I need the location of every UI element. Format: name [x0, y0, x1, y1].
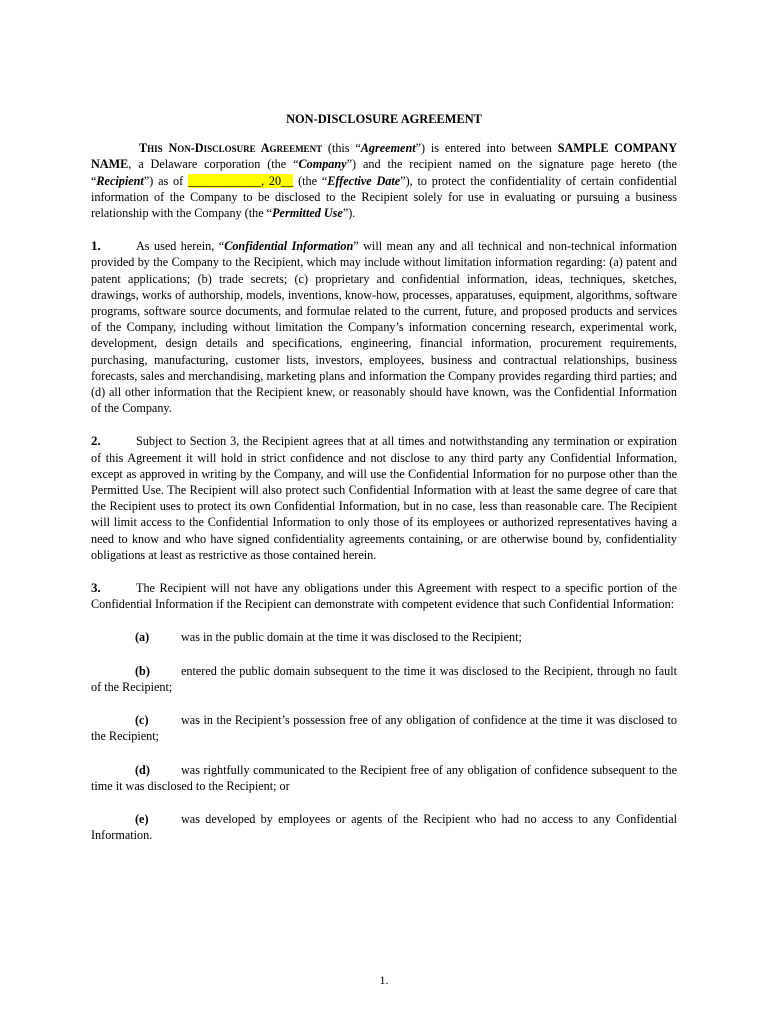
exception-item: (a) was in the public domain at the time it was disclosed to the Recipient;: [135, 630, 522, 645]
defined-term-company: Company: [298, 157, 347, 172]
page-number: 1.: [379, 973, 389, 987]
defined-term-agreement: Agreement: [360, 141, 416, 156]
section-number: 2.: [91, 433, 101, 449]
section-number: 3.: [91, 580, 101, 596]
defined-term-permitted-use: Permitted Use: [272, 206, 343, 221]
defined-term-effective-date: Effective Date: [327, 173, 401, 188]
company-name: SAMPLE COMPANY NAME: [91, 141, 678, 172]
exception-item: (c) was in the Recipient’s possession free of any obligation of confidence at the time it was disclosed to the Recipient;: [91, 713, 677, 744]
agreement-name: This Non-Disclosure Agreement: [139, 141, 323, 156]
section-3: 3. The Recipient will not have any obligations under this Agreement with respect to a specific portion of the Confidential Information if the Recipient can demonstrate with competent evidence that such Confidential Information:: [91, 580, 677, 612]
intro-paragraph: This Non-Disclosure Agreement (this “Agreement”) is entered into between SAMPLE COMPANY NAME, a Delaware corporation (the “Company”) and the recipient named on the signature page hereto (the “Recipient”) as of ____________, 20__ (the “Effective Date”), to protect the confidentiality of certain confidential information of the Company to be disclosed to the Recipient solely for use in evaluating or pursuing a business relationship with the Company (the “Permitted Use”).: [91, 141, 678, 221]
item-label: (c): [135, 713, 149, 728]
document-title: NON-DISCLOSURE AGREEMENT: [286, 112, 482, 126]
section-1: 1. As used herein, “Confidential Information” will mean any and all technical and non-technical information provided by the Company to the Recipient, which may include without limitation information regarding: (a) patent and patent applications; (b) trade secrets; (c) proprietary and confidential information, ideas, techniques, sketches, drawings, works of authorship, models, inventions, know-how, processes, apparatuses, equipment, algorithms, software programs, software source documents, and formulae related to the current, future, and proposed products and services of the Company, including without limitation the Company’s information concerning research, experimental work, development, design details and specifications, engineering, financial information, procurement requirements, purchasing, manufacturing, customer lists, investors, employees, business and contractual relationships, business forecasts, sales and merchandising, marketing plans and information the Company provides regarding third parties; and (d) all other information that the Recipient knew, or reasonably should have known, was the Confidential Information of the Company.: [91, 238, 677, 416]
document-page: [91, 111, 677, 860]
item-label: (e): [135, 811, 149, 826]
exception-item: (e) was developed by employees or agents of the Recipient who had no access to any Confidential Information.: [91, 811, 677, 843]
item-label: (b): [135, 663, 150, 678]
section-2: 2. Subject to Section 3, the Recipient agrees that at all times and notwithstanding any termination or expiration of this Agreement it will hold in strict confidence and not disclose to any third party any Confidential Information, except as approved in writing by the Company, and will use the Confidential Information for no purpose other than the Permitted Use. The Recipient will also protect such Confidential Information with at least the same degree of care that the Recipient uses to protect its own Confidential Information, but in no case, less than reasonable care. The Recipient will limit access to the Confidential Information to only those of its employees or authorized representatives having a need to know and who have signed confidentiality agreements containing, or are otherwise bound by, confidentiality obligations at least as restrictive as those contained herein.: [91, 433, 677, 562]
exception-item: (d) was rightfully communicated to the Recipient free of any obligation of confidence subsequent to the time it was disclosed to the Recipient; or: [91, 762, 677, 793]
section-number: 1.: [91, 238, 101, 254]
defined-term-confidential-information: Confidential Information: [224, 239, 354, 254]
effective-date-blank: ____________, 20__: [187, 173, 294, 188]
item-label: (a): [135, 630, 150, 645]
item-label: (d): [135, 762, 150, 777]
exception-item: (b) entered the public domain subsequent to the time it was disclosed to the Recipient, through no fault of the Recipient;: [91, 663, 677, 694]
defined-term-recipient: Recipient: [96, 173, 144, 188]
